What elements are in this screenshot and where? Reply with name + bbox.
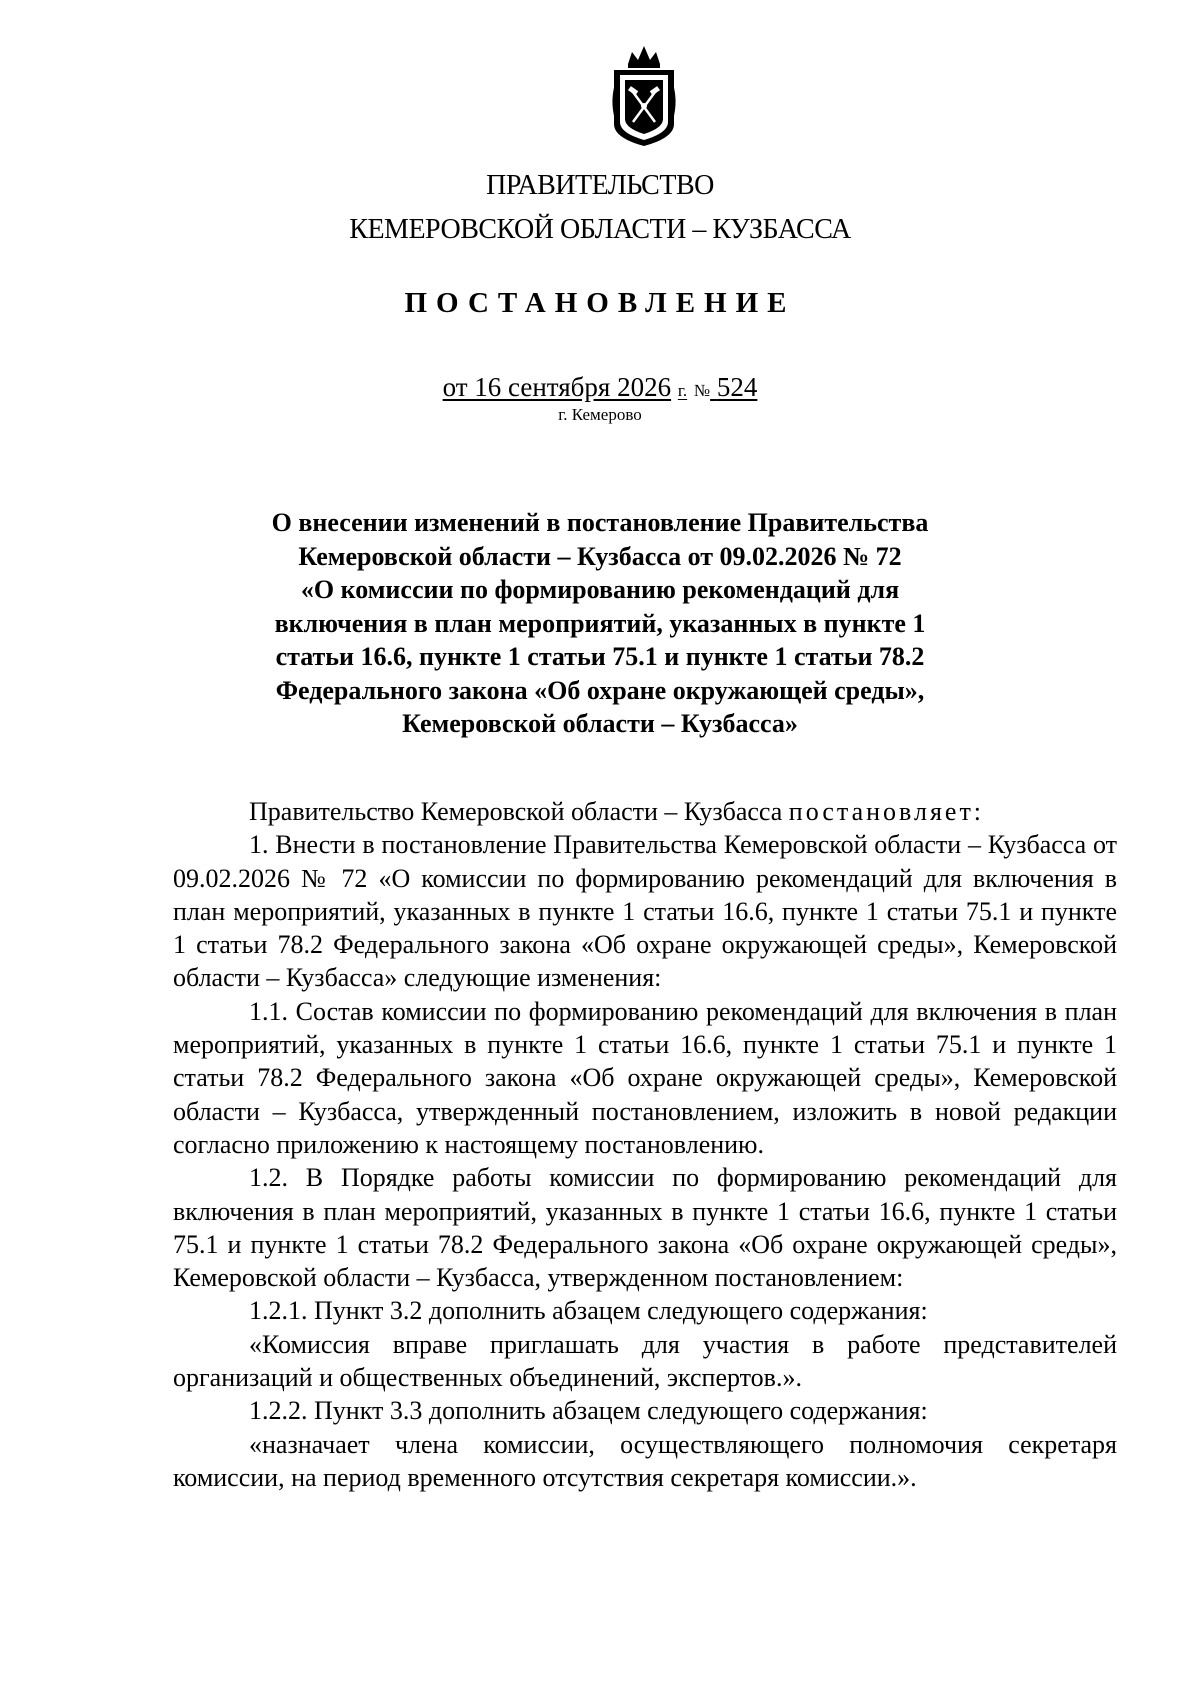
decree-date: от 16 сентября 2026 — [442, 372, 672, 402]
title-line: «О комиссии по формированию рекомендаций для — [300, 575, 900, 604]
paragraph-1: 1. Внести в постановление Правительства Кемеровской области – Кузбасса от 09.02.2026 № 72 «О комиссии по формированию рекомендаций для включения в план мероприятий, указанных в пункте 1 статьи 16.6, пункте 1 статьи 75.1 и пункте 1 статьи 78.2 Федерального закона «Об охране окружающей среды», Кемеровской области – Кузбасса» следующие изменения: — [173, 830, 1117, 993]
title-line: статьи 16.6, пункте 1 статьи 75.1 и пункте 1 статьи 78.2 — [275, 642, 925, 671]
decree-year-abbr: г. — [677, 381, 688, 400]
kuzbass-coat-of-arms-icon — [604, 40, 684, 150]
decree-title — [250, 506, 950, 741]
government-title-line-2: КЕМЕРОВСКОЙ ОБЛАСТИ – КУЗБАССА — [349, 214, 851, 245]
decree-body — [173, 795, 1117, 1494]
title-line: Федерального закона «Об охране окружающей среды», — [275, 675, 925, 705]
document-type-heading: ПОСТАНОВЛЕНИЕ — [404, 287, 796, 319]
paragraph-1-2: 1.2. В Порядке работы комиссии по формированию рекомендаций для включения в план мероприятий, указанных в пункте 1 статьи 16.6, пункте 1 статьи 75.1 и пункте 1 статьи 78.2 Федерального закона «Об охране окружающей среды», Кемеровской области – Кузбасса, утвержденном постановлением: — [173, 1163, 1117, 1293]
number-sign: № — [693, 381, 711, 400]
title-line: включения в план мероприятий, указанных в пункте 1 — [274, 608, 926, 638]
quote-1: «Комиссия вправе приглашать для участия в работе представителей организаций и общественных объединений, экспертов.». — [173, 1329, 1117, 1393]
title-line: О внесении изменений в постановление Правительства — [271, 508, 929, 537]
title-line: Кемеровской области – Кузбасса от 09.02.2026 № 72 — [298, 541, 902, 571]
government-title-line-1: ПРАВИТЕЛЬСТВО — [486, 170, 714, 201]
intro-paragraph: Правительство Кемеровской области – Кузбасса постановляет: — [249, 797, 985, 826]
paragraph-1-2-1: 1.2.1. Пункт 3.2 дополнить абзацем следующего содержания: — [249, 1296, 928, 1326]
quote-2: «назначает члена комиссии, осуществляющего полномочия секретаря комиссии, на период временного отсутствия секретаря комиссии.». — [173, 1429, 1117, 1492]
city: г. Кемерово — [558, 405, 642, 424]
decree-date-number — [0, 372, 1200, 403]
decree-number: 524 — [716, 372, 758, 402]
title-line: Кемеровской области – Кузбасса» — [402, 709, 798, 738]
paragraph-1-1: 1.1. Состав комиссии по формированию рекомендаций для включения в план мероприятий, указанных в пункте 1 статьи 16.6, пункте 1 статьи 75.1 и пункте 1 статьи 78.2 Федерального закона «Об охране окружающей среды», Кемеровской области – Кузбасса, утвержденный постановлением, изложить в новой редакции согласно приложению к настоящему постановлению. — [173, 996, 1117, 1159]
paragraph-1-2-2: 1.2.2. Пункт 3.3 дополнить абзацем следующего содержания: — [249, 1396, 928, 1426]
